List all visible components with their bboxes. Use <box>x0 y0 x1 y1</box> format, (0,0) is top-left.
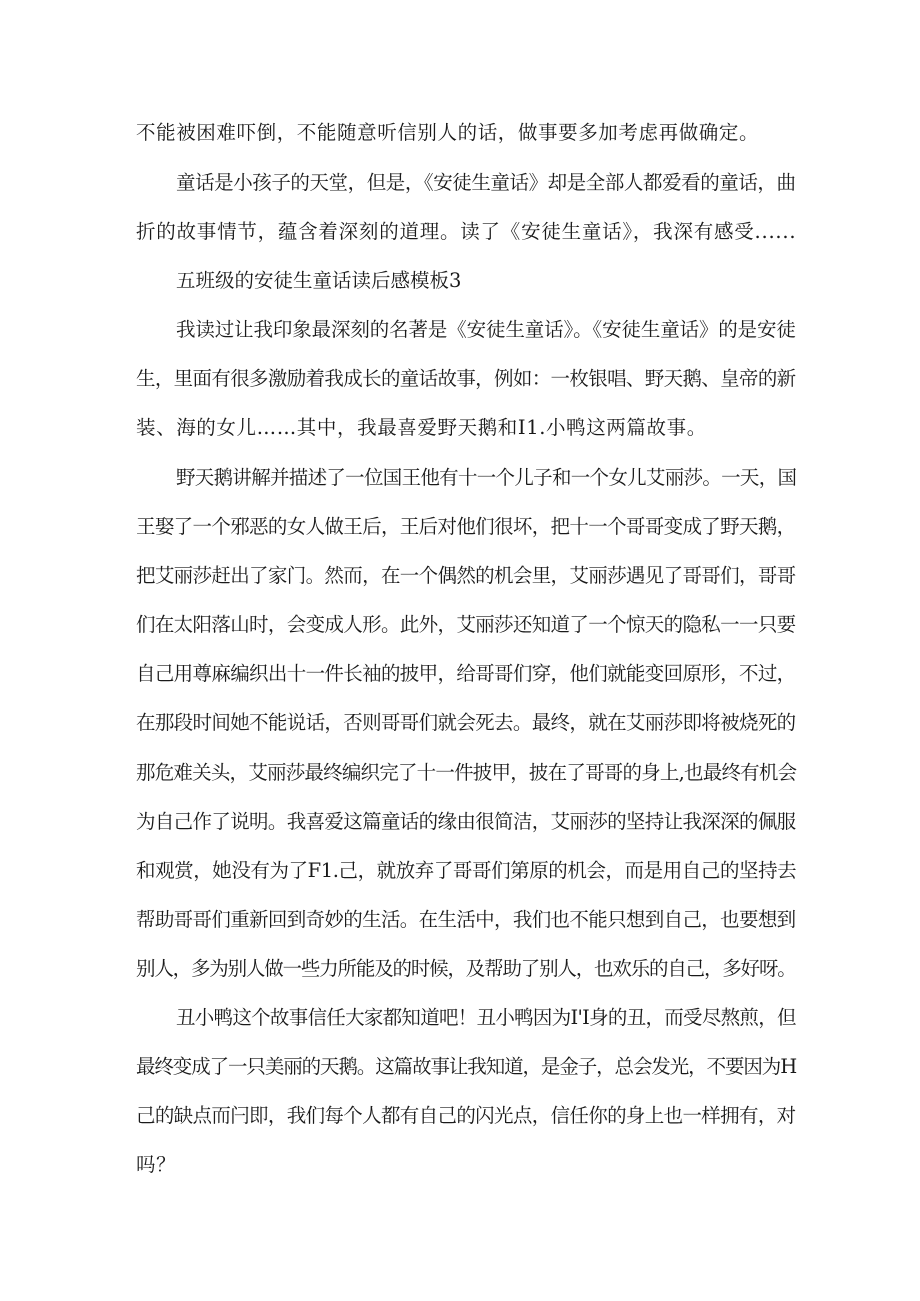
paragraph-line: 折的故事情节，蕴含着深刻的道理。读了《安徒生童话》，我深有感受...... <box>136 220 797 243</box>
paragraph-line: 们在太阳落山时，会变成人形。此外，艾丽莎还知道了一个惊天的隐私一一只要 <box>136 613 796 636</box>
paragraph-line: 那危难关头，艾丽莎最终编织完了十一件披甲，披在了哥哥的身上,也最终有机会 <box>136 761 797 784</box>
paragraph-line: 装、海的女儿……其中，我最喜爱野天鹅和I1.小鸭这两篇故事。 <box>136 416 707 439</box>
paragraph-line: 把艾丽莎赶出了家门。然而，在一个偶然的机会里，艾丽莎遇见了哥哥们，哥哥 <box>136 564 796 587</box>
paragraph-line: 不能被困难吓倒，不能随意听信别人的话，做事要多加考虑再做确定。 <box>136 121 760 144</box>
paragraph-line: 野天鹅讲解并描述了一位国王他有十一个儿子和一个女儿艾丽莎。一天，国 <box>176 466 797 489</box>
paragraph-line: 生，里面有很多激励着我成长的童话故事，例如：一枚银唱、野天鹅、皇帝的新 <box>136 367 796 390</box>
paragraph-line: 王娶了一个邪恶的女人做王后，王后对他们很坏，把十一个哥哥变成了野天鹅， <box>136 515 796 538</box>
paragraph-line: 己的缺点而闩即，我们每个人都有自己的闪光点，信任你的身上也一样拥有，对 <box>136 1104 796 1127</box>
paragraph-line: 在那段时间她不能说话，否则哥哥们就会死去。最终，就在艾丽莎即将被烧死的 <box>136 711 796 734</box>
paragraph-line: 最终变成了一只美丽的天鹅。这篇故事让我知道，是金子，总会发光，不要因为H <box>136 1055 797 1078</box>
paragraph-line: 别人，多为别人做一些力所能及的时候，及帮助了别人，也欢乐的自己，多好呀。 <box>136 957 796 980</box>
paragraph-line: 童话是小孩子的天堂，但是，《安徒生童话》却是全部人都爱看的童话，曲 <box>176 171 796 194</box>
paragraph-line: 丑小鸭这个故事信任大家都知道吧！丑小鸭因为I'I身的丑，而受尽熬煎，但 <box>176 1006 796 1029</box>
paragraph-line: 和观赏，她没有为了F1.己，就放弃了哥哥们第原的机会，而是用自己的坚持去 <box>136 859 797 882</box>
paragraph-line: 我读过让我印象最深刻的名著是《安徒生童话》。《安徒生童话》的是安徒 <box>176 318 796 341</box>
paragraph-line: 吗？ <box>136 1153 177 1176</box>
paragraph-line: 帮助哥哥们重新回到奇妙的生活。在生活中，我们也不能只想到自己，也要想到 <box>136 908 796 931</box>
paragraph-line: 为自己作了说明。我喜爱这篇童话的缘由很简洁，艾丽莎的坚持让我深深的佩服 <box>136 810 796 833</box>
section-heading: 五班级的安徒生童话读后感模板3 <box>176 269 462 292</box>
paragraph-line: 自己用尊麻编织出十一件长袖的披甲，给哥哥们穿，他们就能变回原形，不过， <box>136 662 796 685</box>
